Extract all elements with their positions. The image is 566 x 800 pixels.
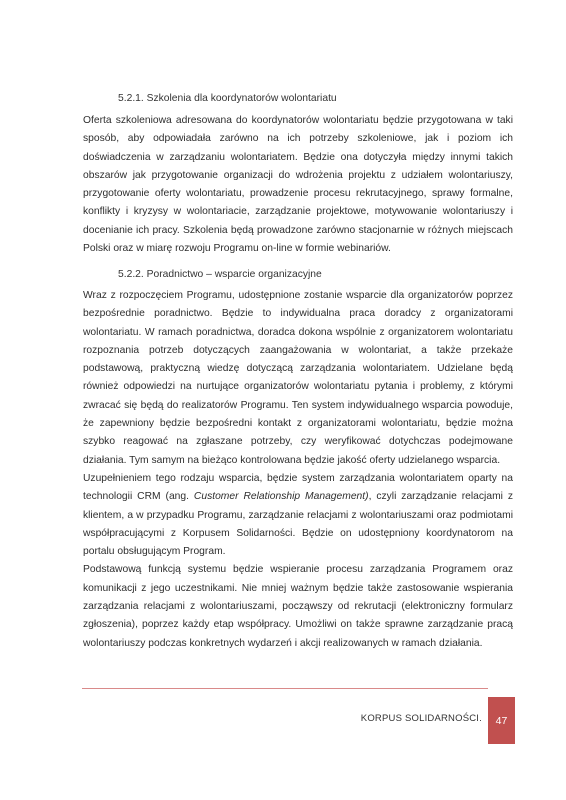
page-number: 47 [495,714,508,727]
paragraph-emphasis: Customer Relationship Management) [193,491,369,503]
paragraph: Wraz z rozpoczęciem Programu, udostępnione zostanie wsparcie dla organizatorów poprzez bezpośrednie poradnictwo. Będzie to indywidualna praca doradcy z organizatorami wolontariatu. W ramach poradnictwa, doradca dokona wspólnie z organizatorem wolontariatu rozpoznania potrzeb dotyczących zaangażowania w wolontariat, a także przekaże podstawową, praktyczną wiedzę dotyczącą zarządzania wolontariatem. Udzielane będą również odpowiedzi na nurtujące organizatorów wolontariatu pytania i problemy, z którymi zwracać się będą do realizatorów Programu. Ten system indywidualnego wsparcia powoduje, że zapewniony będzie bezpośredni kontakt z organizatorami wolontariatu, będzie można szybko reagować na zgłaszane potrzeby, czy weryfikować dotychczas podejmowane działania. Tym samym na bieżąco kontrolowana będzie jakość oferty udzielanego wsparcia. [83,290,513,466]
paragraph-text: , czyli zarządzanie relacjami z klientem, a w przypadku Programu, zarządzanie relacjami z wolontariuszami oraz podmiotami współpracującymi z Korpusem Solidarności. Będzie on udostępniony koordynatorom na portalu obsługującym Program. [83,491,513,558]
footer-divider [82,688,488,689]
section-heading-5-2-1: 5.2.1. Szkolenia dla koordynatorów wolontariatu [118,93,337,104]
page-number-badge [488,697,515,744]
section-body-5-2-2 [83,287,513,653]
footer-brand: KORPUS SOLIDARNOŚCI. [360,713,482,724]
section-body-5-2-1 [83,112,513,258]
paragraph [83,470,513,561]
paragraph-text: Uzupełnieniem tego rodzaju wsparcia, będzie system zarządzania wolontariatem oparty na technologii CRM (ang. [83,472,513,503]
paragraph: Oferta szkoleniowa adresowana do koordynatorów wolontariatu będzie przygotowana w taki sposób, aby odpowiadała zarówno na ich potrzeby szkoleniowe, jak i poziom ich doświadczenia w zarządzaniu wolontariatem. Będzie ona dotyczyła między innymi takich obszarów jak przygotowanie organizacji do wdrożenia projektu z udziałem wolontariuszy, przygotowanie oferty wolontariatu, prowadzenie procesu rekrutacyjnego, sprawy formalne, konflikty i kryzysy w wolontariacie, zarządzanie projektowe, motywowanie wolontariuszy i docenianie ich pracy. Szkolenia będą prowadzone zarówno stacjonarnie w różnych miejscach Polski oraz w miarę rozwoju Programu on-line w formie webinariów. [83,115,513,255]
section-heading-5-2-2: 5.2.2. Poradnictwo – wsparcie organizacyjne [118,269,322,280]
paragraph: Podstawową funkcją systemu będzie wspieranie procesu zarządzania Programem oraz komunikacji z jego uczestnikami. Nie mniej ważnym będzie także zastosowanie wspierania zarządzania relacjami z wolontariuszami, począwszy od rekrutacji (elektroniczny formularz zgłoszenia), poprzez każdy etap współpracy. Umożliwi on także sprawne zarządzanie pracą wolontariuszy podczas konkretnych wydarzeń i akcji realizowanych w ramach działania. [83,564,513,649]
